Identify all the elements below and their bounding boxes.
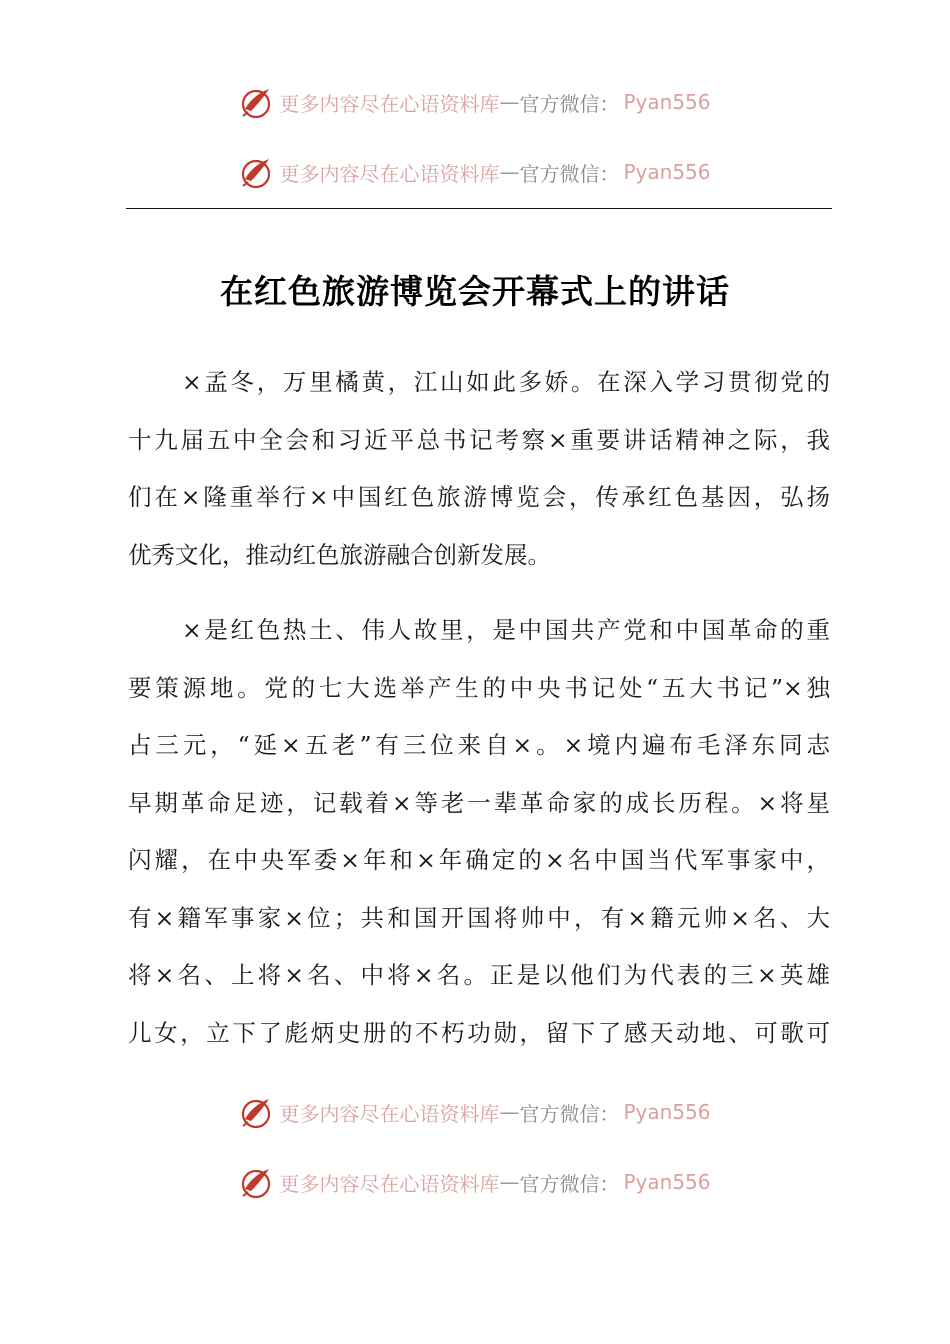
- watermark-banner: [0, 152, 950, 192]
- text-line: 闪耀，在中央军委×年和×年确定的×名中国当代军事家中，: [128, 846, 830, 874]
- watermark-text: 更多内容尽在心语资料库: [279, 161, 500, 186]
- text-line: 们在×隆重举行×中国红色旅游博览会，传承红色基因，弘扬: [128, 483, 830, 511]
- watermark-account: Pyan556: [623, 90, 711, 114]
- watermark-text: 更多内容尽在心语资料库: [279, 91, 500, 116]
- pen-nib-logo-icon: [239, 1165, 273, 1199]
- watermark-account: Pyan556: [623, 160, 711, 184]
- page-title: 在红色旅游博览会开幕式上的讲话: [220, 272, 730, 311]
- watermark-account: Pyan556: [623, 1170, 711, 1194]
- text-line: 将×名、上将×名、中将×名。正是以他们为代表的三×英雄: [128, 961, 830, 989]
- watermark-wechat-label: 官方微信：: [519, 91, 620, 116]
- watermark-wechat-label: 官方微信：: [519, 161, 620, 186]
- document-body: [128, 360, 830, 1086]
- header-divider: [126, 208, 832, 209]
- text-line: 儿女，立下了彪炳史册的不朽功勋，留下了感天动地、可歌可: [128, 1018, 830, 1047]
- watermark-wechat-label: 官方微信：: [519, 1171, 620, 1196]
- text-line: 优秀文化，推动红色旅游融合创新发展。: [128, 540, 551, 569]
- watermark-text: 更多内容尽在心语资料库: [279, 1171, 500, 1196]
- watermark-separator: —: [499, 1170, 520, 1194]
- watermark-banner: [0, 82, 950, 122]
- watermark-text: 更多内容尽在心语资料库: [279, 1101, 500, 1126]
- text-line: ×是红色热土、伟人故里，是中国共产党和中国革命的重: [182, 616, 830, 644]
- watermark-account: Pyan556: [623, 1100, 711, 1124]
- paragraph: [128, 608, 830, 1068]
- pen-nib-logo-icon: [239, 155, 273, 189]
- watermark-banner: [0, 1162, 950, 1202]
- text-line: 早期革命足迹，记载着×等老一辈革命家的成长历程。×将星: [128, 788, 830, 817]
- pen-nib-logo-icon: [239, 85, 273, 119]
- watermark-wechat-label: 官方微信：: [519, 1101, 620, 1126]
- watermark-banner: [0, 1092, 950, 1132]
- text-line: 有×籍军事家×位；共和国开国将帅中，有×籍元帅×名、大: [128, 903, 830, 932]
- pen-nib-logo-icon: [239, 1095, 273, 1129]
- text-line: 占三元，“延×五老”有三位来自×。×境内遍布毛泽东同志: [128, 731, 830, 759]
- text-line: 十九届五中全会和习近平总书记考察×重要讲话精神之际，我: [128, 425, 830, 454]
- watermark-separator: —: [499, 1100, 520, 1124]
- text-line: 要策源地。党的七大选举产生的中央书记处“五大书记”×独: [128, 673, 830, 702]
- paragraph: [128, 360, 830, 590]
- text-line: ×孟冬，万里橘黄，江山如此多娇。在深入学习贯彻党的: [182, 368, 830, 396]
- watermark-separator: —: [499, 160, 520, 184]
- watermark-separator: —: [499, 90, 520, 114]
